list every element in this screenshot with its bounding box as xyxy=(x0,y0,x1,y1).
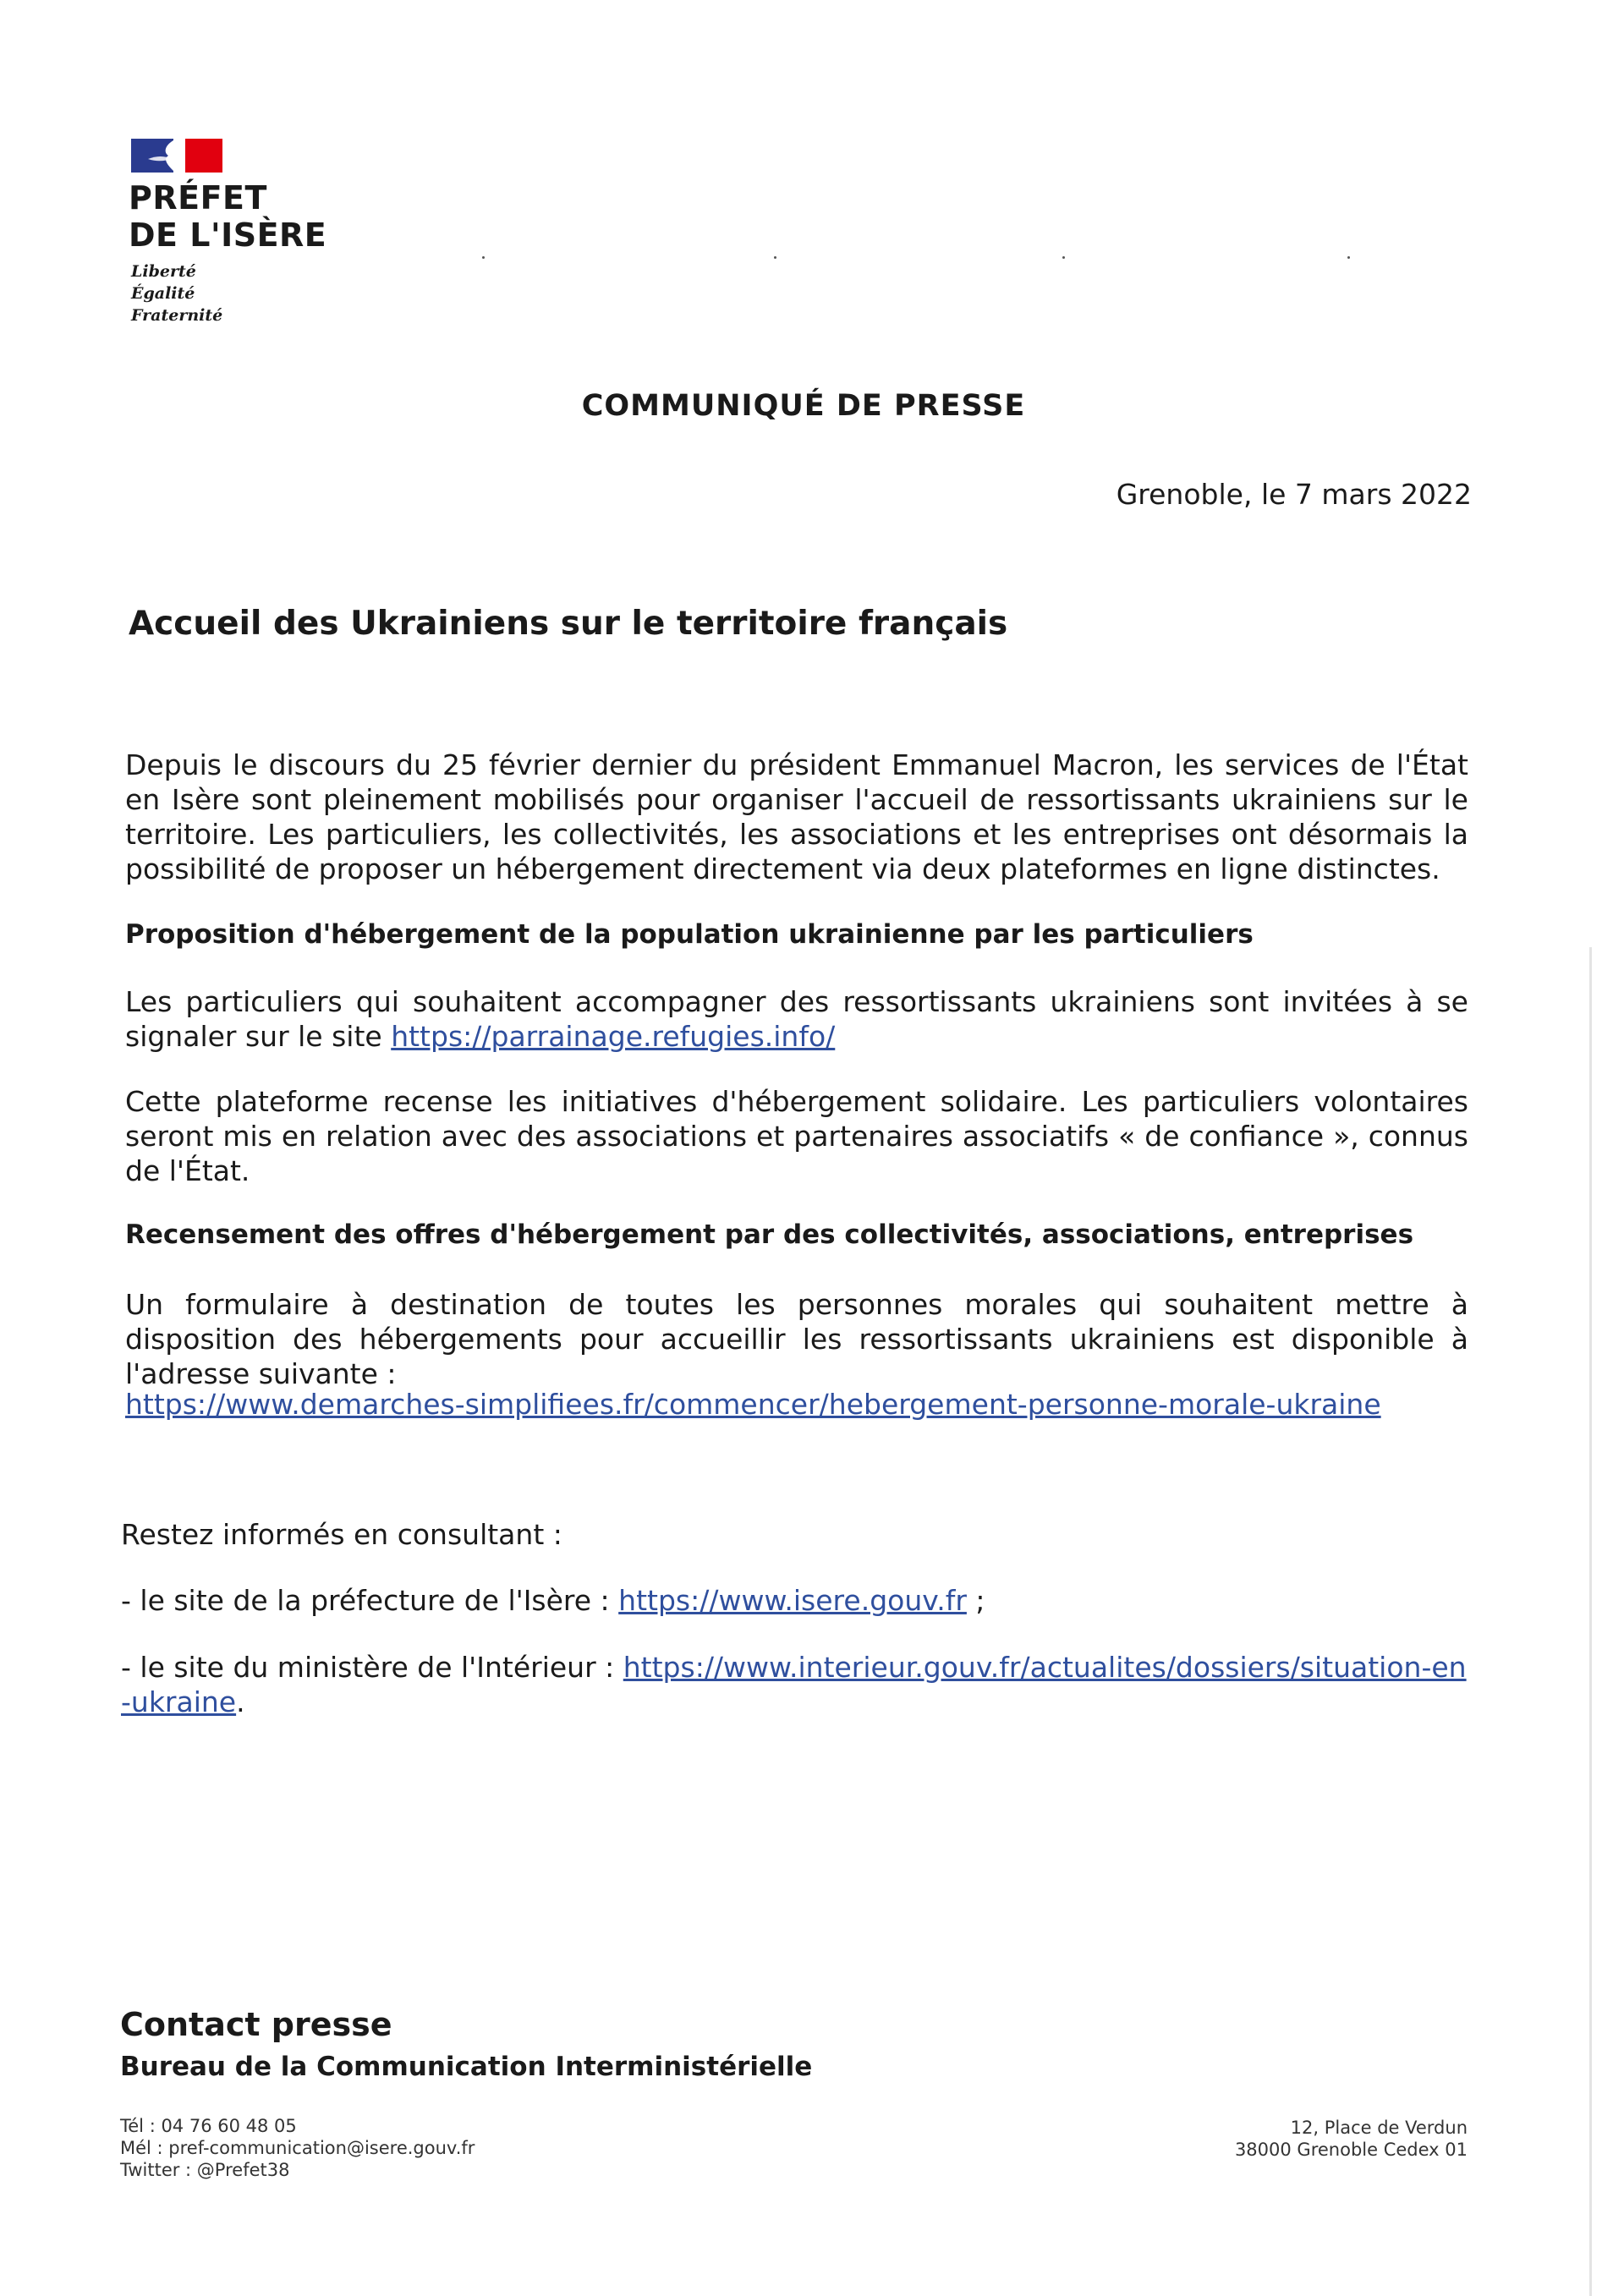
section1-paragraph-1-text: Les particuliers qui souhaitent accompagner des ressortissants ukrainiens sont invitées à se signaler sur le site xyxy=(125,985,1468,1053)
contact-subtitle: Bureau de la Communication Interministérielle xyxy=(120,2052,813,2082)
address-line-2: 38000 Grenoble Cedex 01 xyxy=(1234,2140,1468,2160)
scan-edge-line xyxy=(1589,947,1592,2296)
section1-paragraph-1 xyxy=(125,984,1468,1054)
scan-dot xyxy=(1062,256,1065,259)
info-item-prefecture-text: - le site de la préfecture de l'Isère : xyxy=(121,1584,619,1617)
contact-mail: Mél : pref-communication@isere.gouv.fr xyxy=(120,2138,475,2158)
document-title: COMMUNIQUÉ DE PRESSE xyxy=(581,389,1026,423)
section1-heading: Proposition d'hébergement de la population ukrainienne par les particuliers xyxy=(125,919,1254,950)
section1-paragraph-2: Cette plateforme recense les initiatives d'hébergement solidaire. Les particuliers volontaires seront mis en relation avec des associations et partenaires associatifs « de confiance », connus de l'État. xyxy=(125,1085,1468,1187)
headline: Accueil des Ukrainiens sur le territoire français xyxy=(129,605,1008,643)
section2-link-line xyxy=(125,1387,1468,1422)
contact-address xyxy=(1235,2117,1468,2161)
scan-dot xyxy=(1347,256,1350,259)
scan-dot xyxy=(774,256,776,259)
section2-paragraph: Un formulaire à destination de toutes les personnes morales qui souhaitent mettre à disposition des hébergements pour accueillir les ressortissants ukrainiens est disponible à l'adresse suivante : xyxy=(125,1288,1468,1390)
interieur-gouv-link[interactable]: https://www.interieur.gouv.fr/actualites/dossiers/situation-en-ukraine xyxy=(121,1651,1467,1718)
info-item-prefecture-suffix: ; xyxy=(966,1584,985,1617)
address-line-1: 12, Place de Verdun xyxy=(1290,2118,1468,2138)
demarches-link[interactable]: https://www.demarches-simplifiees.fr/commencer/hebergement-personne-morale-ukraine xyxy=(125,1388,1381,1421)
dateline: Grenoble, le 7 mars 2022 xyxy=(1116,478,1472,511)
contact-tel: Tél : 04 76 60 48 05 xyxy=(120,2116,297,2136)
org-line-2: DE L'ISÈRE xyxy=(129,216,327,254)
section2-heading: Recensement des offres d'hébergement par des collectivités, associations, entreprises xyxy=(125,1219,1414,1250)
intro-paragraph: Depuis le discours du 25 février dernier du président Emmanuel Macron, les services de l'État en Isère sont pleinement mobilisés pour organiser l'accueil de ressortissants ukrainiens sur le territoire. Les particuliers, les collectivités, les associations et les entreprises ont désormais la possibilité de proposer un hébergement directement via deux plateformes en ligne distinctes. xyxy=(125,748,1468,885)
motto-egalite: Égalité xyxy=(131,284,195,303)
contact-twitter: Twitter : @Prefet38 xyxy=(120,2160,290,2180)
info-item-ministere xyxy=(121,1650,1470,1719)
scan-dot xyxy=(482,256,485,259)
org-line-1: PRÉFET xyxy=(129,179,267,216)
info-item-prefecture xyxy=(121,1583,1464,1618)
info-item-ministere-suffix: . xyxy=(236,1685,245,1718)
isere-gouv-link[interactable]: https://www.isere.gouv.fr xyxy=(618,1584,967,1617)
info-item-ministere-text: - le site du ministère de l'Intérieur : xyxy=(121,1651,623,1684)
prefecture-name xyxy=(129,179,326,254)
contact-details xyxy=(120,2115,475,2181)
motto xyxy=(131,260,222,326)
motto-liberte: Liberté xyxy=(131,262,196,281)
info-intro: Restez informés en consultant : xyxy=(121,1518,562,1551)
contact-title: Contact presse xyxy=(120,2006,392,2043)
parrainage-link[interactable]: https://parrainage.refugies.info/ xyxy=(391,1020,836,1053)
motto-fraternite: Fraternité xyxy=(131,306,223,325)
marianne-logo-icon xyxy=(131,137,224,174)
